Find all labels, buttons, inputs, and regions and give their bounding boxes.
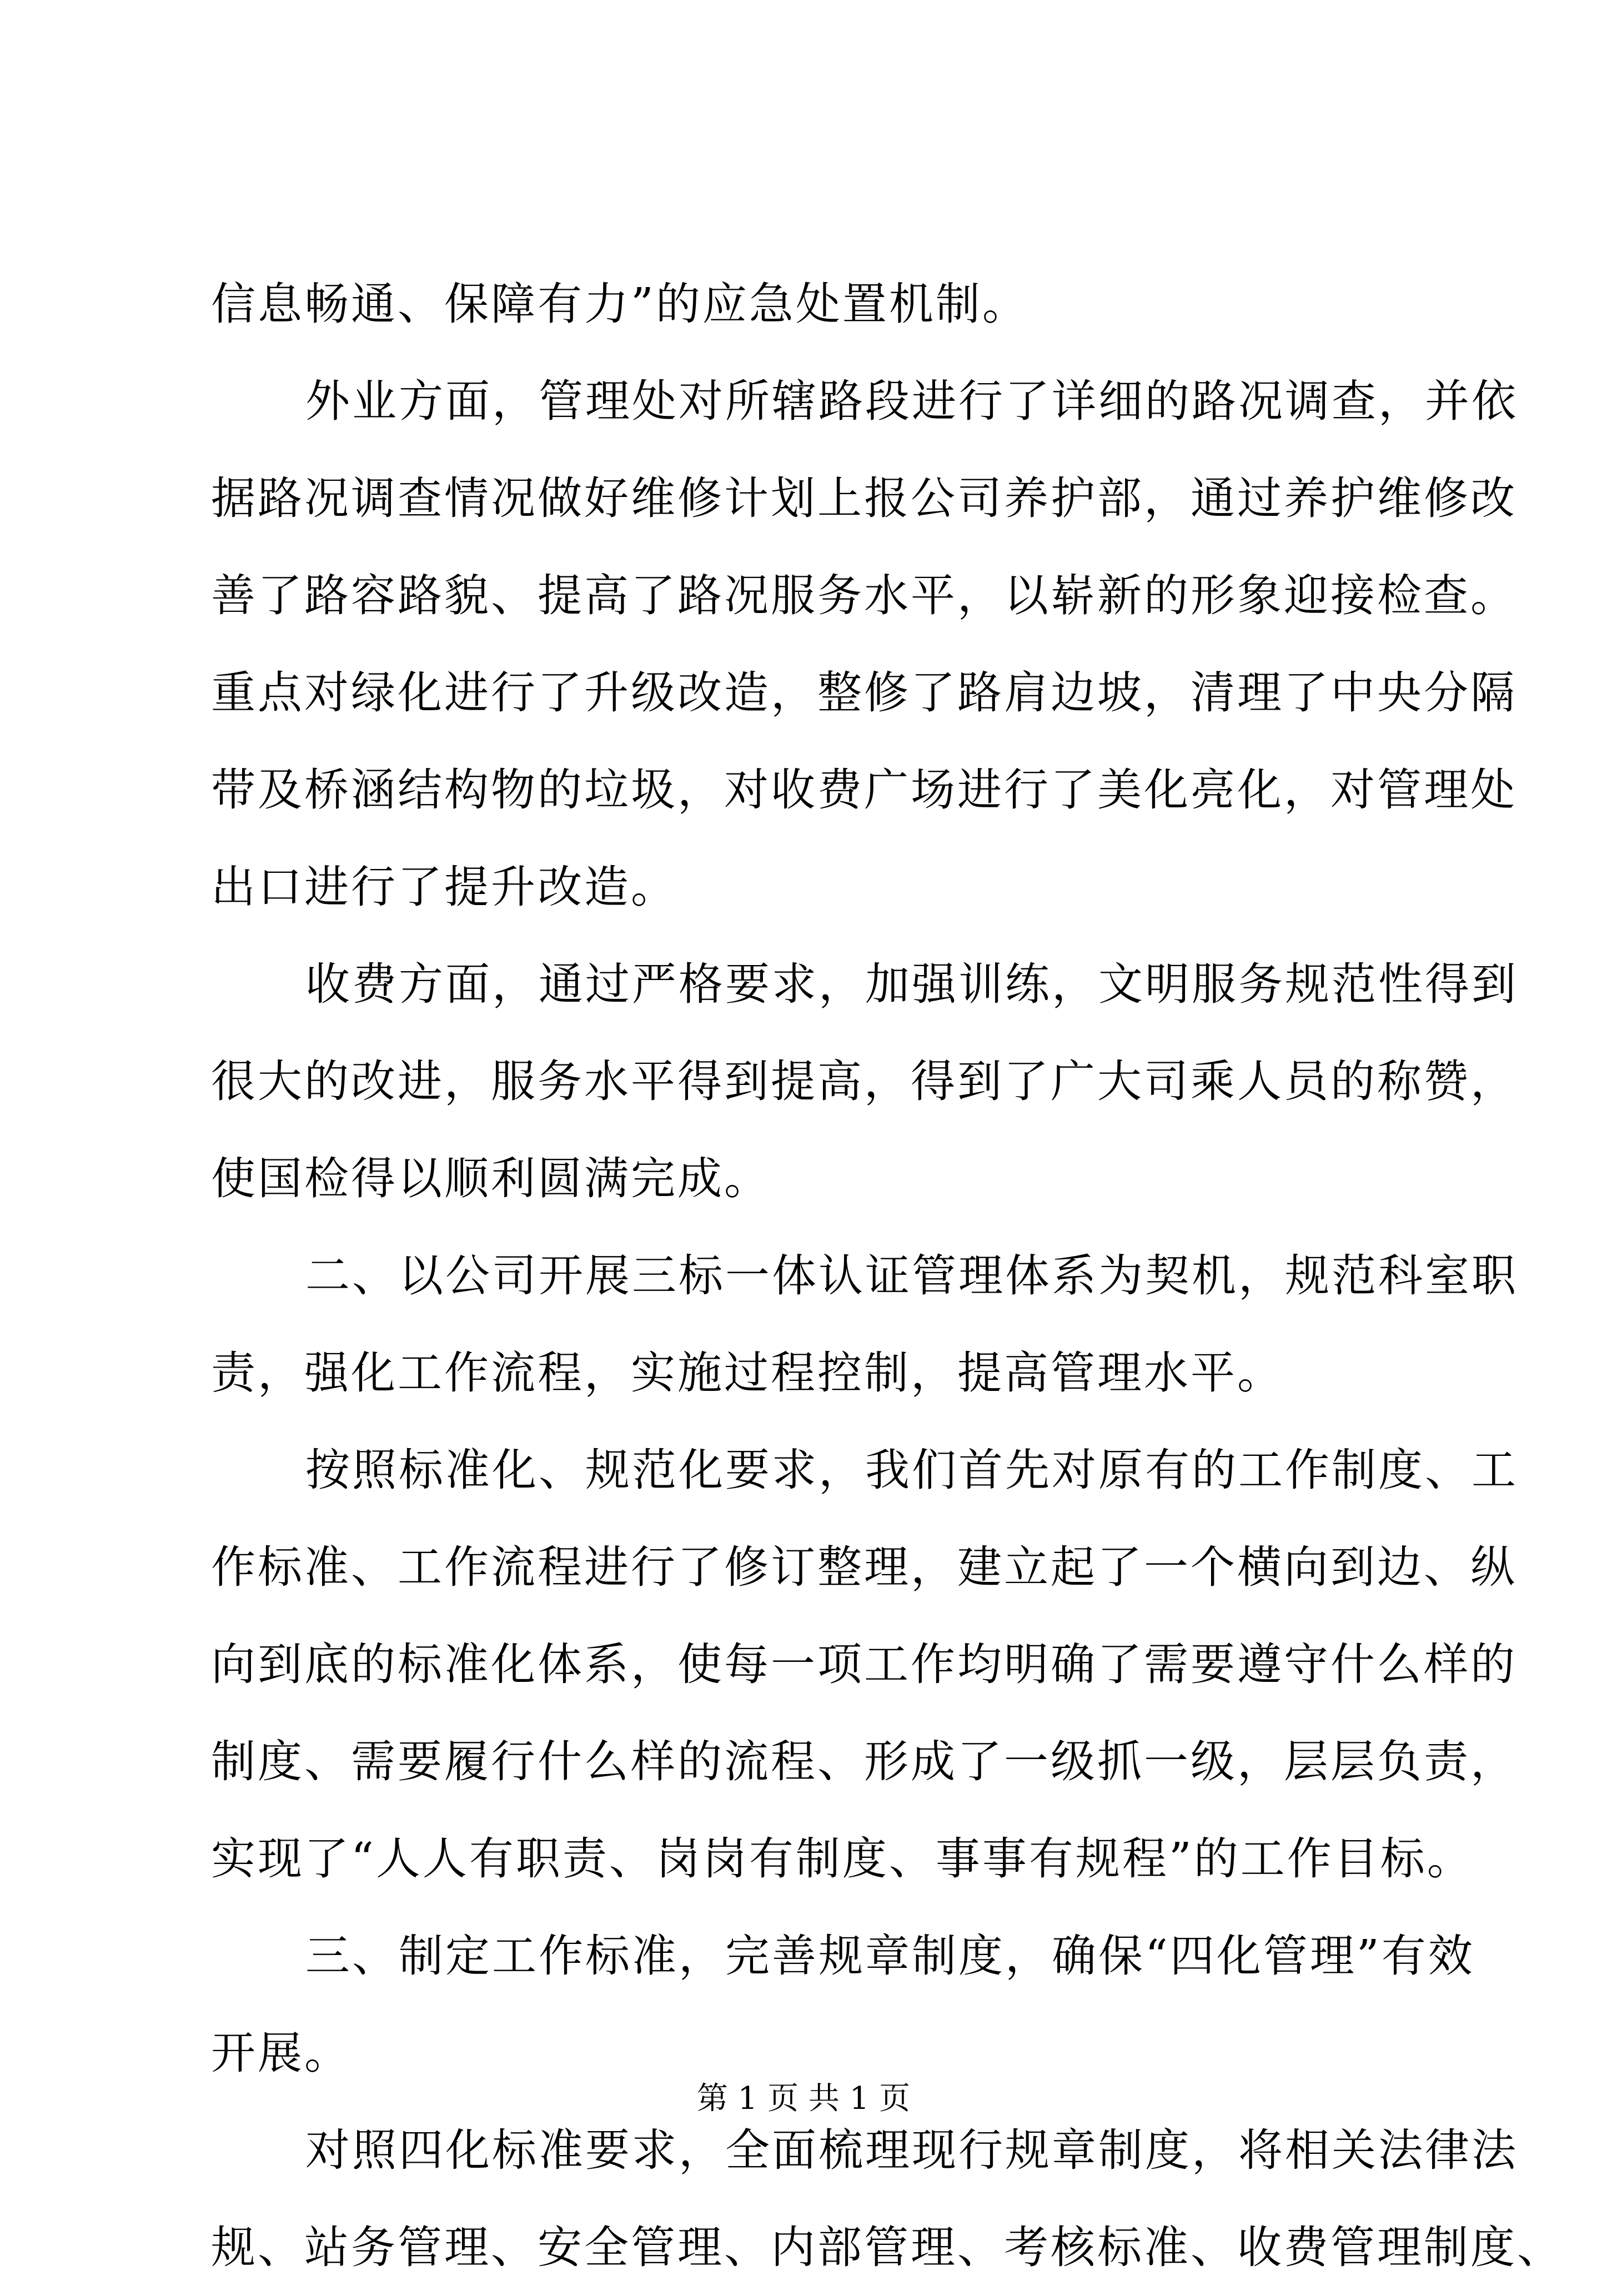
text-line: 重点对绿化进行了升级改造，整修了路肩边坡，清理了中央分隔 xyxy=(211,667,1517,719)
paragraph-start-line: 对照四化标准要求，全面梳理现行规章制度，将相关法律法 xyxy=(305,2124,1518,2176)
text-line: 善了路容路貌、提高了路况服务水平，以崭新的形象迎接检查。 xyxy=(211,570,1517,621)
paragraph-start-line: 收费方面，通过严格要求，加强训练，文明服务规范性得到 xyxy=(305,958,1518,1010)
document-body xyxy=(211,255,1564,2296)
text-line: 规、站务管理、安全管理、内部管理、考核标准、收费管理制度、 xyxy=(211,2222,1564,2273)
text-line: 实现了“人人有职责、岗岗有制度、事事有规程”的工作目标。 xyxy=(211,1833,1474,1885)
text-line: 信息畅通、保障有力”的应急处置机制。 xyxy=(211,278,1029,330)
paragraph-start-line: 外业方面，管理处对所辖路段进行了详细的路况调查，并依 xyxy=(305,375,1518,427)
section-heading-line: 开展。 xyxy=(211,2027,351,2079)
section-heading-line: 二、以公司开展三标一体认证管理体系为契机，规范科室职 xyxy=(305,1250,1518,1302)
section-heading-line: 责，强化工作流程，实施过程控制，提高管理水平。 xyxy=(211,1347,1284,1399)
section-heading-line: 三、制定工作标准，完善规章制度，确保“四化管理”有效 xyxy=(305,1930,1475,1982)
text-line: 制度、需要履行什么样的流程、形成了一级抓一级，层层负责， xyxy=(211,1736,1517,1787)
paragraph-start-line: 按照标准化、规范化要求，我们首先对原有的工作制度、工 xyxy=(305,1444,1518,1496)
text-line: 据路况调查情况做好维修计划上报公司养护部，通过养护维修改 xyxy=(211,473,1517,524)
text-line: 出口进行了提升改造。 xyxy=(211,861,677,913)
text-line: 向到底的标准化体系，使每一项工作均明确了需要遵守什么样的 xyxy=(211,1639,1517,1690)
page-number-label: 第 1 页 共 1 页 xyxy=(696,2081,911,2117)
text-line: 很大的改进，服务水平得到提高，得到了广大司乘人员的称赞， xyxy=(211,1056,1517,1107)
text-line: 使国检得以顺利圆满完成。 xyxy=(211,1153,771,1204)
text-line: 带及桥涵结构物的垃圾，对收费广场进行了美化亮化，对管理处 xyxy=(211,764,1517,816)
text-line: 作标准、工作流程进行了修订整理，建立起了一个横向到边、纵 xyxy=(211,1541,1517,1593)
page-footer xyxy=(0,2077,1607,2121)
